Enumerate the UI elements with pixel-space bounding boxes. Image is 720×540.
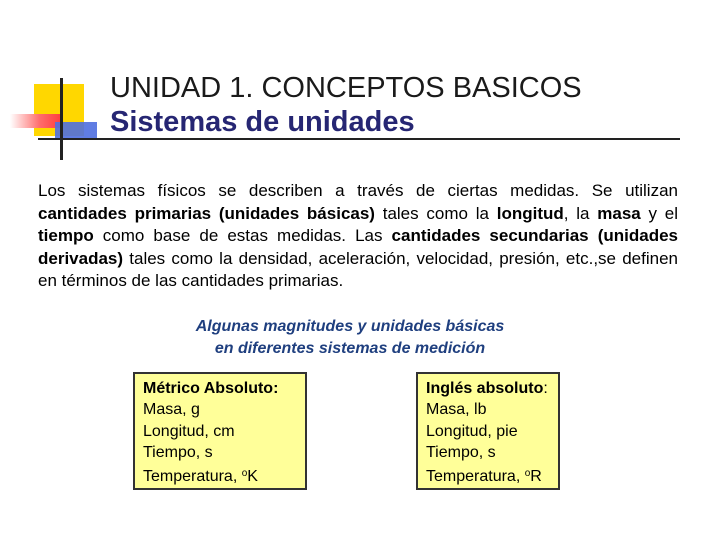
decorative-red-bar: [10, 114, 60, 128]
metric-absolute-box: [133, 372, 307, 490]
paragraph-bold: masa: [597, 203, 641, 223]
paragraph-bold: cantidades secundarias (unidades derivadas): [38, 226, 678, 268]
box-row: Masa, lb: [426, 401, 487, 419]
paragraph-bold: longitud: [496, 203, 564, 223]
degree-mark: o: [241, 468, 248, 480]
degree-mark: o: [524, 468, 531, 480]
box-row: Masa, g: [143, 401, 200, 419]
box-title: Métrico Absoluto:: [143, 380, 279, 397]
box-title-colon: :: [543, 380, 548, 397]
paragraph-bold: cantidades primarias (unidades básicas): [38, 203, 375, 223]
box-title: Inglés absoluto: [426, 380, 544, 397]
slide-title: UNIDAD 1. CONCEPTOS BASICOS: [110, 72, 582, 104]
temp-label: Temperatura,: [143, 468, 242, 486]
decorative-vertical-line: [60, 78, 63, 160]
intro-paragraph: [38, 180, 678, 293]
slide-subtitle: Sistemas de unidades: [110, 106, 415, 138]
box-row-temperature: [143, 463, 297, 487]
english-absolute-box: [416, 372, 560, 490]
caption-line: en diferentes sistemas de medición: [214, 340, 486, 357]
paragraph-text: , la: [563, 203, 598, 223]
box-title-line: [426, 378, 550, 399]
paragraph-text: y el: [640, 203, 678, 223]
temp-unit: K: [247, 468, 258, 486]
box-row: Tiempo, s: [426, 443, 496, 461]
box-row: Longitud, pie: [426, 422, 518, 440]
units-caption: [140, 316, 560, 360]
box-row-temperature: [426, 463, 550, 487]
paragraph-text: Los sistemas físicos se describen a través de ciertas medidas. Se utilizan: [38, 181, 678, 200]
temp-label: Temperatura,: [426, 468, 525, 486]
paragraph-text: tales como la: [374, 203, 497, 223]
temp-unit: R: [530, 468, 542, 486]
caption-line: Algunas magnitudes y unidades básicas: [195, 318, 505, 335]
box-row: Tiempo, s: [143, 443, 213, 461]
paragraph-text: como base de estas medidas. Las: [93, 226, 392, 245]
box-row: Longitud, cm: [143, 422, 235, 440]
paragraph-text: tales como la densidad, aceleración, velocidad, presión, etc.,se definen en términos de las cantidades primarias.: [38, 248, 678, 290]
paragraph-bold: tiempo: [38, 226, 94, 245]
